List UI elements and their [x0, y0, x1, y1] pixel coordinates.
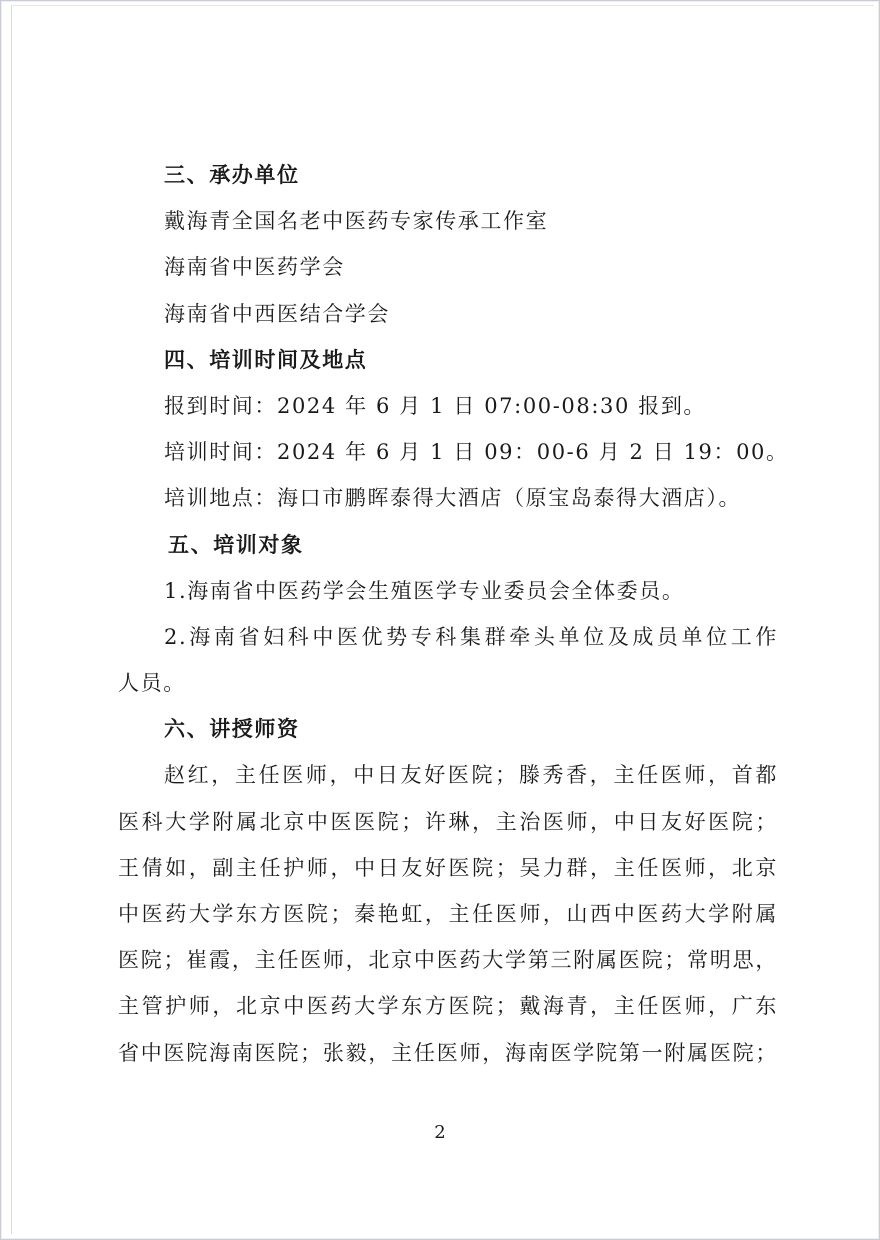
faculty-line: 主管护师，北京中医药大学东方医院；戴海青，主任医师，广东 — [118, 994, 778, 1019]
section-heading-time-location: 四、培训时间及地点 — [164, 346, 368, 372]
audience-item-2-line-2: 人员。 — [118, 671, 186, 696]
training-location: 培训地点：海口市鹏晖泰得大酒店（原宝岛泰得大酒店）。 — [164, 486, 742, 511]
faculty-line: 赵红，主任医师，中日友好医院；滕秀香，主任医师，首都 — [164, 763, 778, 788]
faculty-line: 中医药大学东方医院；秦艳虹，主任医师，山西中医药大学附属 — [118, 902, 778, 926]
organizer-item: 海南省中西医结合学会 — [164, 301, 390, 326]
training-time: 培训时间：2024 年 6 月 1 日 09：00-6 月 2 日 19：00。 — [164, 440, 789, 465]
page-number: 2 — [434, 1122, 446, 1143]
section-heading-faculty: 六、讲授师资 — [164, 716, 300, 742]
faculty-line: 王倩如，副主任护师，中日友好医院；吴力群，主任医师，北京 — [118, 855, 778, 880]
audience-item-1: 1.海南省中医药学会生殖医学专业委员会全体委员。 — [164, 578, 685, 603]
faculty-line: 医科大学附属北京中医医院；许琳，主治医师，中日友好医院； — [118, 809, 778, 834]
organizer-item: 海南省中医药学会 — [164, 255, 345, 280]
faculty-line: 省中医院海南医院；张毅，主任医师，海南医学院第一附属医院； — [118, 1040, 778, 1065]
section-heading-organizers: 三、承办单位 — [164, 162, 300, 187]
document-body — [118, 152, 789, 1076]
organizer-item: 戴海青全国名老中医药专家传承工作室 — [164, 209, 549, 234]
audience-item-2-line-1: 2.海南省妇科中医优势专科集群牵头单位及成员单位工作 — [164, 624, 778, 649]
registration-time: 报到时间：2024 年 6 月 1 日 07:00-08:30 报到。 — [164, 393, 707, 418]
faculty-line: 医院；崔霞，主任医师，北京中医药大学第三附属医院；常明思， — [118, 948, 778, 973]
section-heading-audience: 五、培训对象 — [168, 531, 304, 557]
